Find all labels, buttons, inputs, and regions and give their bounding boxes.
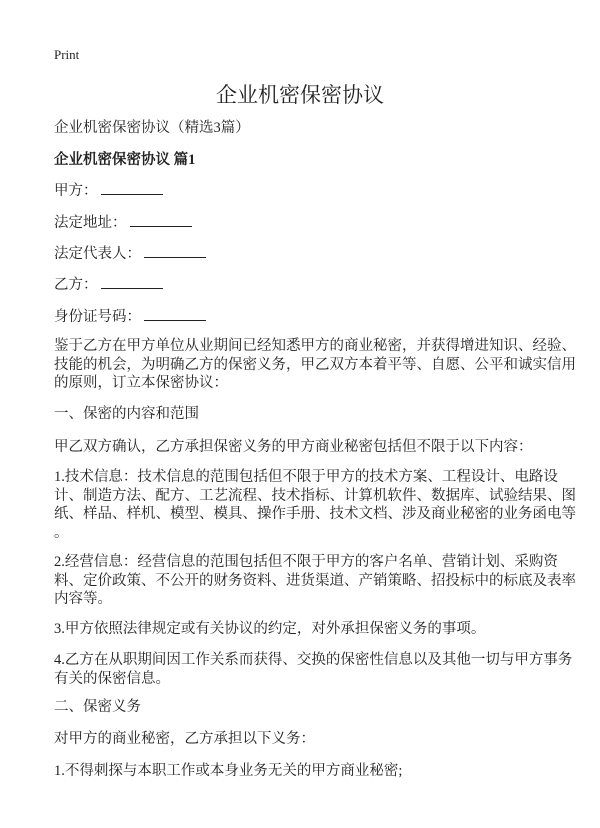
text-line: 技能的机会，为明确乙方的保密义务，甲乙双方本着平等、自愿、公平和诚实信用	[54, 356, 576, 373]
field-party-b	[54, 275, 564, 295]
blank-line	[101, 181, 163, 195]
intro-paragraph	[54, 337, 576, 393]
field-label: 甲方：	[54, 183, 98, 199]
text-line: 的原则，订立本保密协议：	[54, 375, 228, 391]
field-label: 身份证号码：	[54, 309, 141, 325]
text-line: 计、制造方法、配方、工艺流程、技术指标、计算机软件、数据库、试验结果、图	[54, 487, 576, 504]
field-legal-representative	[54, 244, 564, 264]
item-business-info	[54, 553, 576, 609]
field-label: 乙方：	[54, 277, 98, 293]
text-line: 内容等。	[54, 591, 112, 607]
document-title: 企业机密保密协议	[216, 83, 384, 107]
field-id-number	[54, 307, 564, 327]
item-legal-obligations: 3.甲方依照法律规定或有关协议的约定，对外承担保密义务的事项。	[54, 621, 486, 637]
blank-line	[144, 244, 206, 258]
blank-line	[101, 275, 163, 289]
print-link[interactable]: Print	[54, 47, 80, 62]
text-line: 。	[54, 524, 69, 541]
field-label: 法定地址：	[54, 215, 127, 231]
text-line: 纸、样品、样机、模型、模具、操作手册、技术文档、涉及商业秘密的业务函电等	[54, 506, 576, 522]
text-line: 1.技术信息：技术信息的范围包括但不限于甲方的技术方案、工程设计、电路设	[54, 469, 558, 485]
blank-line	[144, 307, 206, 321]
section-heading: 企业机密保密协议 篇1	[54, 152, 196, 168]
section2-heading: 二、保密义务	[54, 699, 141, 715]
field-party-a	[54, 181, 564, 201]
section1-heading: 一、保密的内容和范围	[54, 406, 199, 422]
text-line: 料、定价政策、不公开的财务资料、进货渠道、产销策略、招投标中的标底及表率	[54, 572, 576, 589]
item-technical-info	[54, 468, 576, 542]
text-line: 鉴于乙方在甲方单位从业期间已经知悉甲方的商业秘密，并获得增进知识、经验、	[54, 338, 576, 354]
item-employment-info	[54, 651, 573, 688]
section2-intro: 对甲方的商业秘密，乙方承担以下义务：	[54, 731, 315, 747]
text-line: 2.经营信息：经营信息的范围包括但不限于甲方的客户名单、营销计划、采购资	[54, 554, 558, 570]
section1-intro: 甲乙双方确认，乙方承担保密义务的甲方商业秘密包括但不限于以下内容：	[54, 439, 533, 455]
text-line: 4.乙方在从职期间因工作关系而获得、交换的保密性信息以及其他一切与甲方事务	[54, 652, 573, 668]
field-label: 法定代表人：	[54, 246, 141, 262]
field-legal-address	[54, 213, 564, 233]
document-subtitle: 企业机密保密协议（精选3篇）	[54, 120, 250, 136]
duty-item-1: 1.不得刺探与本职工作或本身业务无关的甲方商业秘密;	[54, 763, 403, 779]
text-line: 有关的保密信息。	[54, 670, 170, 687]
blank-line	[130, 213, 192, 227]
